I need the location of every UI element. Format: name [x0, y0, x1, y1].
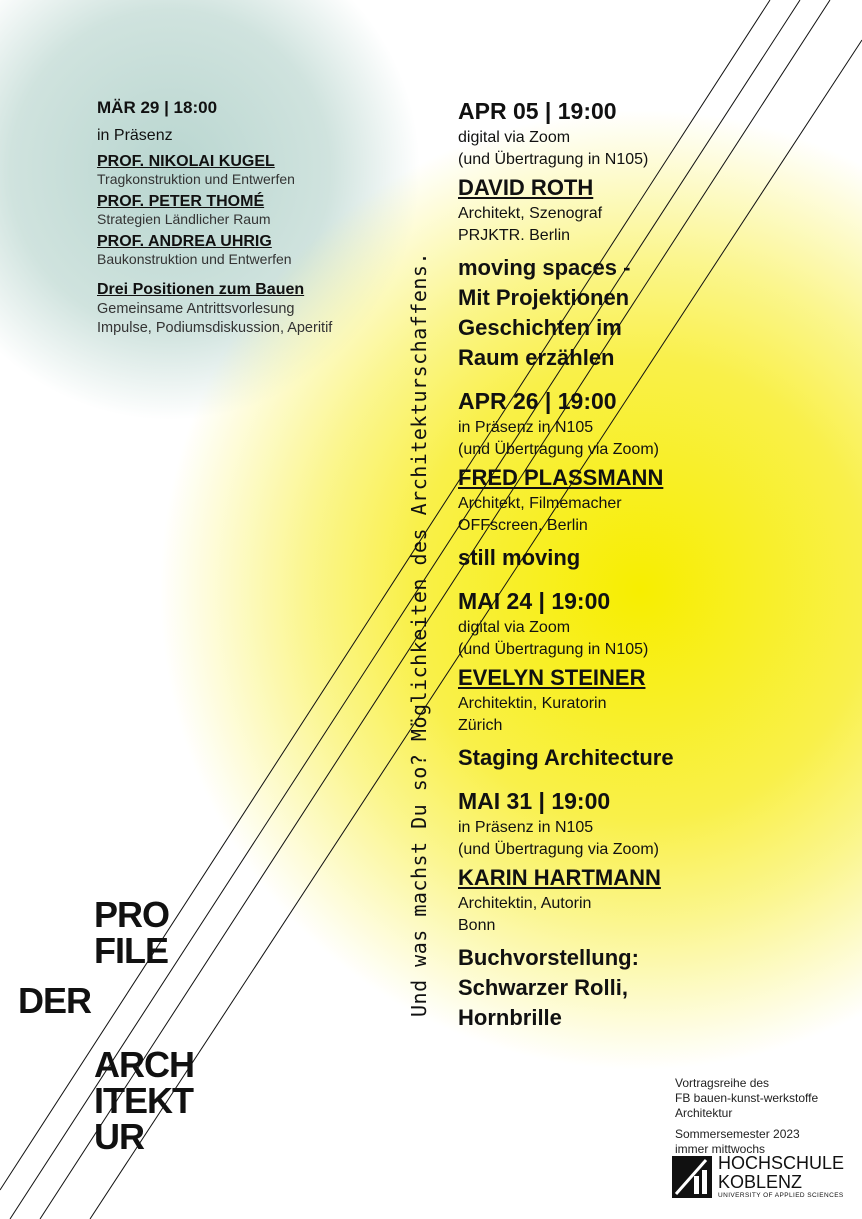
event-role: Architektin, Autorin: [458, 895, 592, 912]
event-mode: digital via Zoom: [458, 129, 571, 146]
professor-subject: Strategien Ländlicher Raum: [97, 211, 271, 227]
event-title-line: Geschichten im: [458, 315, 622, 340]
institution-logo: [672, 1153, 845, 1200]
series-info: [675, 1076, 818, 1157]
series-line: Vortragsreihe des: [675, 1076, 770, 1090]
event-place: OFFscreen, Berlin: [458, 517, 588, 534]
event-mode: in Präsenz in N105: [458, 419, 594, 436]
event-title-line: Staging Architecture: [458, 745, 674, 770]
series-line: FB bauen-kunst-werkstoffe: [675, 1091, 819, 1105]
event-item: [458, 588, 838, 773]
event-date: MAI 24 | 19:00: [458, 588, 611, 614]
logo-word: UR: [94, 1116, 144, 1157]
event-role: Architekt, Filmemacher: [458, 495, 622, 512]
institution-name-line: KOBLENZ: [718, 1172, 803, 1192]
logo-word: FILE: [94, 930, 168, 971]
logo-word: ITEKT: [94, 1080, 193, 1121]
event-speaker: DAVID ROTH: [458, 175, 594, 200]
event-date: APR 26 | 19:00: [458, 388, 617, 414]
event-title: [458, 743, 838, 773]
opening-desc: Gemeinsame Antrittsvorlesung: [97, 301, 295, 317]
event-date: MAI 31 | 19:00: [458, 788, 611, 814]
vertical-tagline: Und was machst Du so? Möglichkeiten des Architekturschaffens.: [407, 251, 431, 1017]
event-mode-secondary: (und Übertragung in N105): [458, 641, 649, 658]
institution-name-line: HOCHSCHULE: [718, 1153, 845, 1173]
event-mode-secondary: (und Übertragung via Zoom): [458, 841, 659, 858]
event-title-line: Schwarzer Rolli,: [458, 975, 628, 1000]
professor-subject: Tragkonstruktion und Entwerfen: [97, 171, 295, 187]
opening-event: [97, 98, 377, 338]
opening-mode: in Präsenz: [97, 127, 173, 144]
event-item: [458, 788, 838, 1033]
event-title: [458, 543, 838, 573]
event-title: [458, 943, 838, 1033]
event-role: Architekt, Szenograf: [458, 205, 603, 222]
event-mode: digital via Zoom: [458, 619, 571, 636]
event-speaker: EVELYN STEINER: [458, 665, 646, 690]
logo-word: PRO: [94, 894, 170, 935]
series-line: immer mittwochs: [675, 1142, 766, 1156]
opening-desc: Impulse, Podiumsdiskussion, Aperitif: [97, 320, 333, 336]
logo-word: DER: [18, 980, 92, 1021]
series-line: Sommersemester 2023: [675, 1127, 800, 1141]
professor-name: PROF. ANDREA UHRIG: [97, 233, 272, 250]
institution-subtitle: UNIVERSITY OF APPLIED SCIENCES: [718, 1192, 844, 1199]
event-mode-secondary: (und Übertragung in N105): [458, 151, 649, 168]
event-speaker: KARIN HARTMANN: [458, 865, 661, 890]
institution-name: [718, 1154, 844, 1192]
event-title: [458, 253, 838, 373]
event-title-line: still moving: [458, 545, 581, 570]
professor-subject: Baukonstruktion und Entwerfen: [97, 251, 292, 267]
series-line: Architektur: [675, 1106, 733, 1120]
event-mode-secondary: (und Übertragung via Zoom): [458, 441, 659, 458]
event-list: [458, 98, 838, 1048]
event-date: APR 05 | 19:00: [458, 98, 617, 124]
event-title-line: Mit Projektionen: [458, 285, 630, 310]
event-item: [458, 388, 838, 573]
institution-mark-icon: [672, 1156, 712, 1198]
event-speaker: FRED PLASSMANN: [458, 465, 664, 490]
event-role: Architektin, Kuratorin: [458, 695, 607, 712]
event-title-line: Raum erzählen: [458, 345, 615, 370]
logo-word: ARCH: [94, 1044, 194, 1085]
professor-name: PROF. NIKOLAI KUGEL: [97, 153, 275, 170]
event-title-line: Buchvorstellung:: [458, 945, 639, 970]
professor-name: PROF. PETER THOMÉ: [97, 193, 265, 210]
event-mode: in Präsenz in N105: [458, 819, 594, 836]
opening-title: Drei Positionen zum Bauen: [97, 281, 305, 298]
event-item: [458, 98, 838, 373]
event-title-line: moving spaces -: [458, 255, 631, 280]
event-place: Zürich: [458, 717, 503, 734]
opening-date: MÄR 29 | 18:00: [97, 98, 218, 117]
event-place: PRJKTR. Berlin: [458, 227, 571, 244]
event-place: Bonn: [458, 917, 496, 934]
event-title-line: Hornbrille: [458, 1005, 562, 1030]
